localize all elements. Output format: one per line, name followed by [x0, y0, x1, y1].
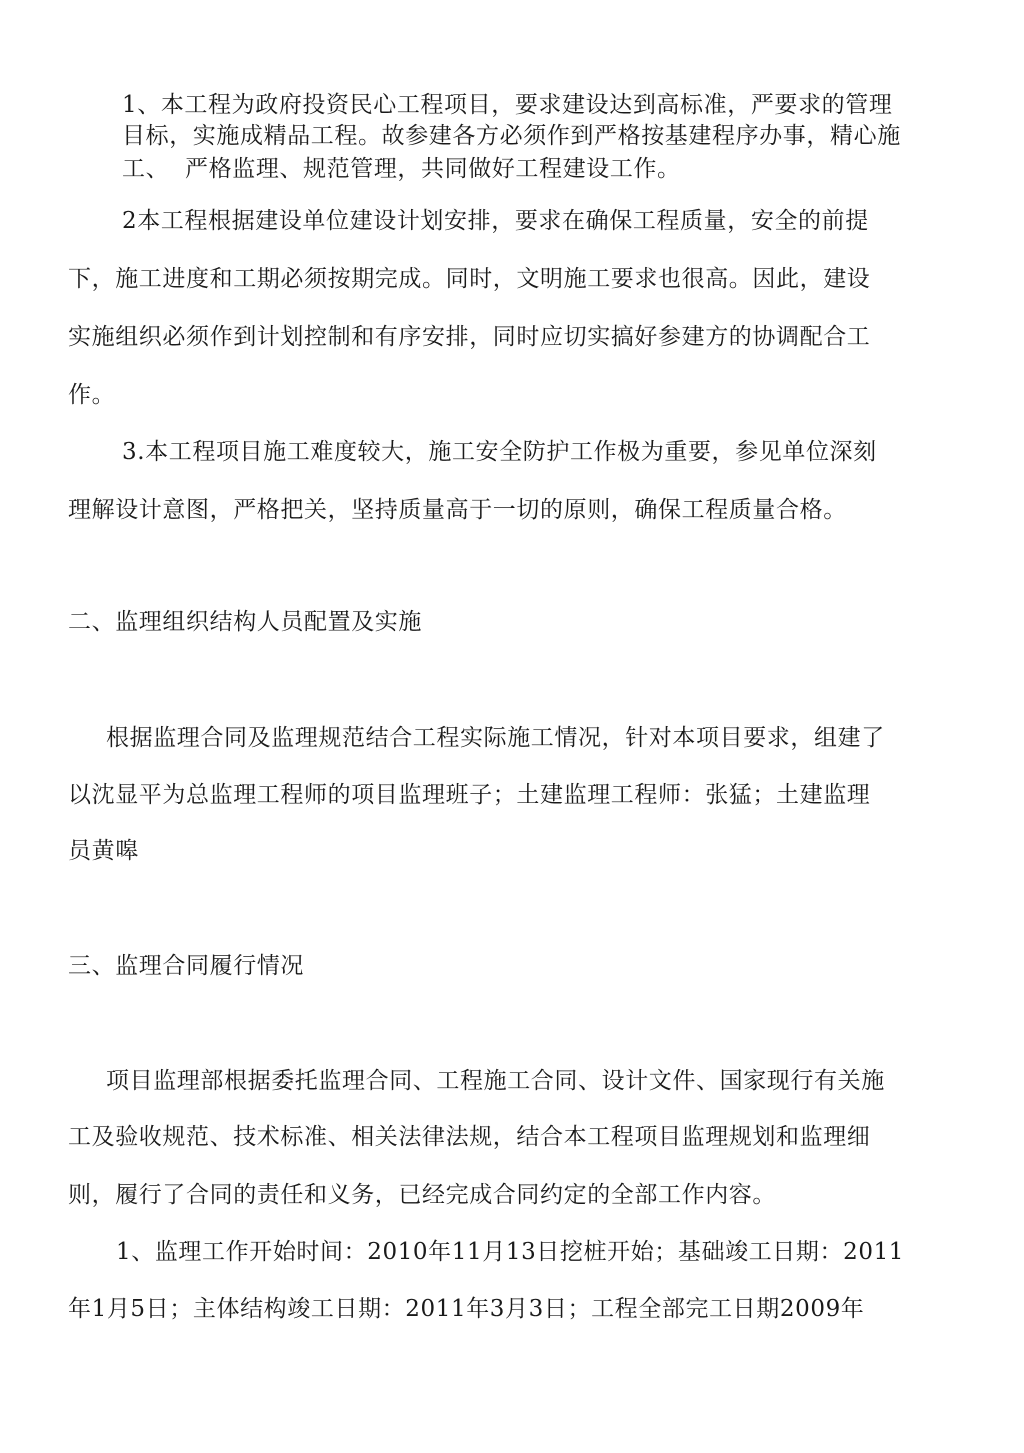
- section-2-line-3: 员黄嗥: [68, 838, 139, 864]
- paragraph-2-line-1: 2本工程根据建设单位建设计划安排，要求在确保工程质量，安全的前提: [122, 208, 869, 234]
- paragraph-1-line-3: 工、 严格监理、规范管理，共同做好工程建设工作。: [122, 156, 681, 182]
- section-3-heading: 三、监理合同履行情况: [68, 953, 304, 979]
- paragraph-2-line-3: 实施组织必须作到计划控制和有序安排，同时应切实搞好参建方的协调配合工: [68, 324, 871, 350]
- paragraph-2-line-4: 作。: [68, 382, 116, 408]
- paragraph-3-line-1: 3.本工程项目施工难度较大，施工安全防护工作极为重要，参见单位深刻: [122, 439, 877, 465]
- paragraph-3-line-2: 理解设计意图，严格把关，坚持质量高于一切的原则，确保工程质量合格。: [68, 497, 847, 523]
- section-2-heading: 二、监理组织结构人员配置及实施: [68, 609, 422, 635]
- section-3-item-1-line-1: 1、监理工作开始时间：2010年11月13日挖桩开始；基础竣工日期：2011: [116, 1239, 905, 1265]
- section-3-line-1: 项目监理部根据委托监理合同、工程施工合同、设计文件、国家现行有关施: [106, 1068, 885, 1094]
- section-3-line-3: 则，履行了合同的责任和义务，已经完成合同约定的全部工作内容。: [68, 1182, 776, 1208]
- section-2-line-2: 以沈显平为总监理工程师的项目监理班子；土建监理工程师：张猛；土建监理: [68, 782, 871, 808]
- paragraph-1-line-2: 目标，实施成精品工程。故参建各方必须作到严格按基建程序办事，精心施: [122, 123, 901, 149]
- section-2-line-1: 根据监理合同及监理规范结合工程实际施工情况，针对本项目要求，组建了: [106, 725, 885, 751]
- section-3-item-1-line-2: 年1月5日；主体结构竣工日期：2011年3月3日；工程全部完工日期2009年: [68, 1296, 865, 1322]
- paragraph-1-line-1: 1、本工程为政府投资民心工程项目，要求建设达到高标准，严要求的管理: [122, 92, 893, 118]
- paragraph-2-line-2: 下，施工进度和工期必须按期完成。同时，文明施工要求也很高。因此，建设: [68, 266, 871, 292]
- section-3-line-2: 工及验收规范、技术标准、相关法律法规，结合本工程项目监理规划和监理细: [68, 1124, 871, 1150]
